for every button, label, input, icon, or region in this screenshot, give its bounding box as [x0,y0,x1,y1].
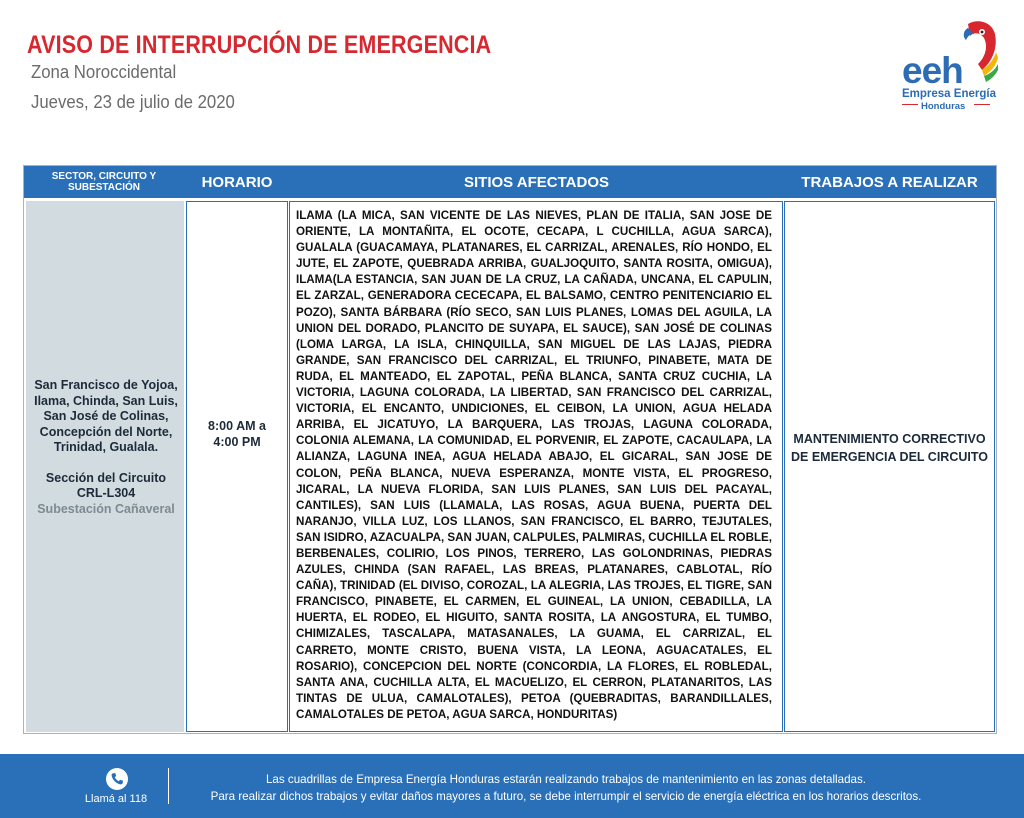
footer-message-line2: Para realizar dichos trabajos y evitar daños mayores a futuro, se debe interrumpir el servicio de energía eléctrica en los horarios descritos. [210,790,922,803]
sector-line: San Francisco de Yojoa, [34,378,178,392]
logo-divider-right [974,104,990,105]
horario-cell [186,201,288,732]
circuit-label: Sección del Circuito [45,470,167,485]
footer-message-line1: Las cuadrillas de Empresa Energía Honduras estarán realizando trabajos de mantenimiento en las zonas detalladas. [265,773,866,786]
zone-subtitle: Zona Noroccidental [31,62,177,82]
sector-cell [26,201,184,732]
phone-icon[interactable] [106,768,128,790]
substation-name: Subestación Cañaveral [37,501,175,516]
trabajos-line: DE EMERGENCIA DEL CIRCUITO [790,450,988,464]
sitios-text: ILAMA (LA MICA, SAN VICENTE DE LAS NIEVES, PLAN DE ITALIA, SAN JOSE DE ORIENTE, LA MONTAÑITA, EL OCOTE, CECAPA, L CUCHILLA, AGUA SARCA), GUALALA (GUACAMAYA, PLATANARES, EL CARRIZAL, ARENALES, RÍO HONDO, EL JUTE, EL ZAPOTE, QUEBRADA ARRIBA, GUALJOQUITO, SANTA ROSITA, OMIGUA), ILAMA(LA ESTANCIA, SAN JUAN DE LA CRUZ, LA CAÑADA, UNCANA, EL CAPULIN, EL ZARZAL, GENERADORA CECECAPA, EL BALSAMO, CENTRO PENITENCIARIO EL POZO), SANTA BÁRBARA (RÍO SECO, SAN LUIS PLANES, LOMAS DEL AGUILA, LA UNION DEL DORADO, PLANCITO DE SUYAPA, EL SAUCE), SAN JOSÉ DE COLINAS (LOMA LARGA, LA ISLA, CHINQUILLA, SAN MIGUEL DE LAS LAJAS, PIEDRA GRANDE, SAN FRANCISCO DEL CARRIZAL, EL TRIUNFO, PINABETE, MATA DE RUDA, EL MANTEADO, EL ZAPOTAL, PEÑA BLANCA, SANTA CRUZ CUCHIA, LA VICTORIA, LAGUNA COLORADA, LA LIBERTAD, SAN FRANCISCO DEL CARRIZAL, VICTORIA, EL ENCANTO, UNDICIONES, EL CEIBON, LA UNION, AGUA HELADA ARRIBA, EL JICATUYO, LA BARQUERA, LAS TROJAS, LAGUNA COLORADA, COLONIA ALEMANA, LA COMUNIDAD, EL PORVENIR, EL ZAPOTE, CACAULAPA, LA ALIANZA, LAGUNA INEA, AGUA HELADA ABAJO, EL GICARAL, SAN JOSE DE COLON, PEÑA BLANCA, NUEVA ESPERANZA, MONTE VISTA, EL PROGRESO, JICARAL, LA NUEVA FLORIDA, SAN LUIS PLANES, SAN LUIS DEL PACAYAL, CANTILES), SAN LUIS (LLAMALA, LAS ROSAS, AGUA BUENA, PUERTA DEL NARANJO, VILLA LUZ, LOS LLANOS, SAN FRANCISCO, EL BARRO, TEJUTALES, SAN ISIDRO, AZACUALPA, SAN JUAN, CALPULES, PALMIRAS, CUCHILLA EL ROBLE, BERBENALES, COLIRIO, LOS PINOS, TERRERO, LAS GOLONDRINAS, PIEDRAS AZULES, CHINDA (SAN RAFAEL, LAS BREAS, PLATANARES, CABLOTAL, RÍO CAÑA), TRINIDAD (EL DIVISO, COROZAL, LA ALEGRIA, LAS TROJES, EL TIGRE, SAN FRANCISCO, PINABETE, EL CARMEN, EL GUINEAL, LA UNION, CEBADILLA, LA HUERTA, EL RODEO, EL HIGUITO, SANTA ROSITA, LA ANGOSTURA, EL TUMBO, CHIMIZALES, TASCALAPA, MATASANALES, LA GUAMA, EL CARRIZAL, EL CARRETO, MONTE CRISTO, BUENA VISTA, LA LEONA, AGUACATALES, EL ROSARIO), CONCEPCION DEL NORTE (CONCORDIA, LA FLORES, EL ROBLEDAL, SANTA ANA, CUCHILLA ALTA, EL MACUELIZO, EL CERRON, PLATANARITOS, LAS TINTAS DE ULUA, CAMALOTALES), PETOA (QUEBRADITAS, BARANDILLALES, CAMALOTALES DE PETOA, AGUA SARCA, HONDURITAS) [296,209,772,721]
trabajos-cell [784,201,995,732]
logo-divider-left [902,104,918,105]
footer-message [176,771,956,805]
logo-country-line: Honduras [921,101,966,112]
sector-line: Ilama, Chinda, San Luis, [34,393,178,408]
page-title: AVISO DE INTERRUPCIÓN DE EMERGENCIA [27,31,492,59]
footer-divider [168,768,169,804]
phone-label: Llamá al 118 [84,793,148,805]
header-horario: HORARIO [201,173,273,191]
header-sitios: SITIOS AFECTADOS [463,173,609,191]
horario-end: 4:00 PM [213,434,261,449]
header-sector: SECTOR, CIRCUITO Y SUBESTACIÓN [51,171,157,193]
horario-start: 8:00 AM a [208,419,266,433]
circuit-code: CRL-L304 [76,486,136,500]
sector-line: Trinidad, Gualala. [53,440,159,454]
logo-wordmark: eeh [902,50,963,91]
trabajos-text [784,430,995,466]
header-trabajos: TRABAJOS A REALIZAR [801,173,978,191]
table-header [24,166,996,198]
horario-text [187,419,287,450]
sector-text [26,378,186,517]
trabajos-line: MANTENIMIENTO CORRECTIVO [793,432,986,446]
date-subtitle: Jueves, 23 de julio de 2020 [31,92,235,112]
company-logo [896,18,1000,116]
sector-line: San José de Colinas, [43,409,169,423]
logo-company-line: Empresa Energía [902,88,996,100]
sector-line: Concepción del Norte, [39,424,173,439]
